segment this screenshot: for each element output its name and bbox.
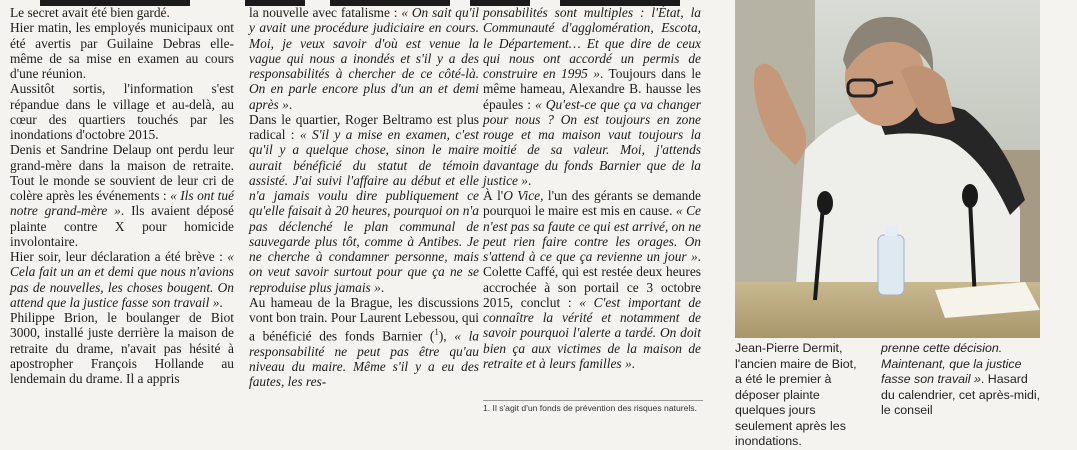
paragraph: Au hameau de la Brague, les discussions vont bon train. Pour Laurent Lebessou, qui a bénéficié des fonds Barnier ($^1$), « la responsabilité ne peut pas être qu'au niveau du maire. Même s'il y a eu des fautes, les res- [249,294,479,390]
paragraph: À l'O Vice, l'un des gérants se demande pourquoi le maire est mis en cause. « Ce n'est pas sa faute ce qui est arrivé, on ne peut rien faire contre les orages. On s'attend à ce que ça revienne un jour ». Colette Caffé, qui est restée deux heures accrochée à son portail ce 3 octobre 2015, conclut : « C'est important de connaître la vérité et notamment de savoir pourquoi l'alerte a tardé. On doit bien ça aux victimes de la maison de retraite et à leurs familles ». [483,188,701,371]
paragraph: Le secret avait été bien gardé. [10,5,170,20]
page-margin [1046,0,1077,423]
paragraph: Philippe Brion, le boulanger de Biot 3000, installé juste derrière la maison de retraite du drame, n'avait pas hésité à apostropher François Hollande au lendemain du drame. Il a appris [10,310,234,386]
footnote: 1. Il s'agit d'un fonds de prévention des risques naturels. [483,403,697,413]
paragraph: ponsabilités sont multiples : l'État, la Communauté d'agglomération, Escota, le Département… Et que dire de ceux qui nous ont accordé un permis de construire en 1995 ». Toujours dans le même hameau, Alexandre B. hausse les épaules : « Qu'est-ce que ça va changer pour nous ? On est toujours en zone rouge et ma maison vaut toujours la moitié de sa valeur. Moi, j'attends davantage du fonds Barnier que de la justice ». [483,5,701,188]
paragraph: Aussitôt sortis, l'information s'est répandue dans le village et au-delà, au cœur des quartiers touchés par les inondations d'octobre 2015. [10,81,234,142]
paragraph: Hier soir, leur déclaration a été brève : « Cela fait un an et demi que nous n'avions pas de nouvelles, les choses bougent. On attend que la justice fasse son travail ». [10,249,234,310]
photo-former-mayor [735,0,1040,338]
photo-caption: Jean-Pierre Dermit, l'ancien maire de Biot, a été le premier à déposer plainte quelques jours seulement après les inondations. [735,341,857,448]
footnote-rule [483,400,703,401]
photo-illustration [735,0,1040,338]
paragraph: Hasard du calendrier, cet après-midi, le conseil [881,372,1041,417]
article-column-1 [10,5,234,386]
paragraph: Denis et Sandrine Delaup ont perdu leur grand-mère dans la maison de retraite. Tout le monde se souvient de leur cri de colère après les événements : « Ils ont tué notre grand-mère ». Ils avaient déposé plainte contre X pour homicide involontaire. [10,142,234,249]
quote: prenne cette décision. Maintenant, que la justice fasse son travail » [881,341,1022,386]
article-column-3 [483,5,701,371]
paragraph: la nouvelle avec fatalisme : « On sait qu'il y avait une procédure judiciaire en cours. Moi, je veux savoir d'où est venue la vague qui nous a inondés et s'il y a des responsabilités à chercher de ce côté-là. On en parle encore plus d'un an et demi après ». [249,5,479,112]
article-column-2 [249,5,479,390]
footnote-marker: 1 [434,327,439,338]
paragraph: Dans le quartier, Roger Beltramo est plus radical : « S'il y a mise en examen, c'est qu'il y a quelque chose, sinon le maire aurait bénéficié du statut de témoin assisté. J'ai suivi l'affaire au début et elle n'a jamais voulu dire publiquement ce qu'elle faisait à 20 heures, pourquoi on n'a pas déclenché le plan communal de sauvegarde plus tôt, comme à Antibes. Je ne cherche à condamner personne, mais on veut savoir surtout pour que ça ne se reproduise plus jamais ». [249,111,479,295]
paragraph: Hier matin, les employés municipaux ont été avertis par Guilaine Debras elle-même de sa mise en examen au cours d'une réunion. [10,20,234,81]
article-column-4: prenne cette décision. Maintenant, que la justice fasse son travail ». Hasard du calendrier, cet après-midi, le conseil [881,341,1041,417]
